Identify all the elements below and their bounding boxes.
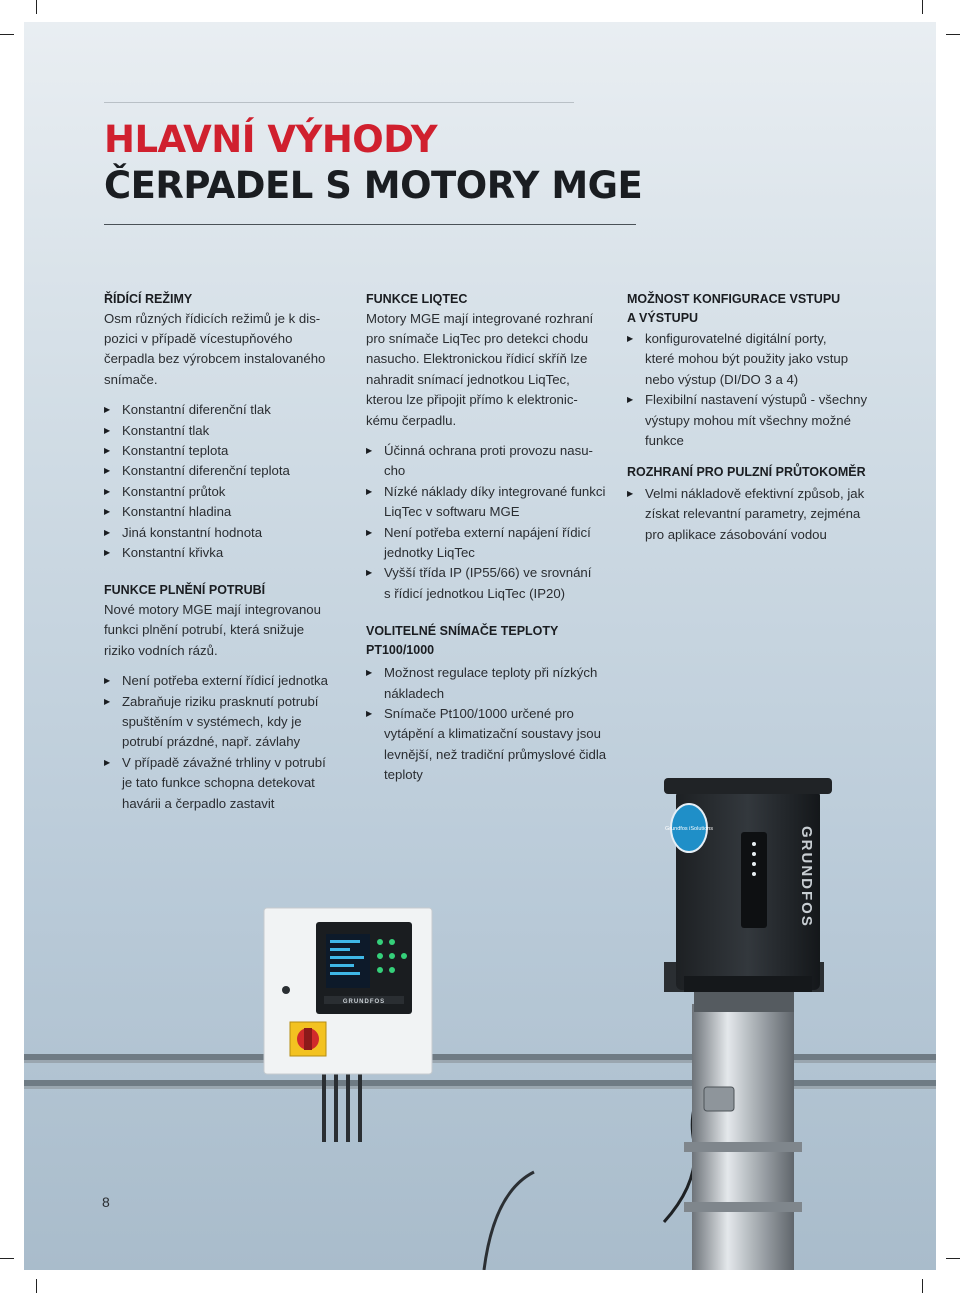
text-line: vytápění a klimatizační soustavy jsou <box>384 726 601 742</box>
text-line: funkce <box>645 433 684 449</box>
section-title: FUNKCE PLNĚNÍ POTRUBÍ <box>104 583 266 598</box>
section-title: ŘÍDÍCÍ REŽIMY <box>104 292 193 306</box>
list-item: ▶ Konstantní diferenční teplota <box>104 461 344 481</box>
crop-mark <box>946 34 960 35</box>
text-line: cho <box>384 463 406 479</box>
text-line: ▶ Snímače Pt100/1000 určené pro <box>384 706 574 721</box>
text-line: havárii a čerpadlo zastavit <box>122 795 275 811</box>
list-item <box>366 704 616 786</box>
cabinet-brand-logo: GRUNDFOS <box>342 999 386 1005</box>
list-item <box>104 671 344 691</box>
text-line: výstupy mohou mít všechny možné <box>645 412 851 428</box>
list-item: ▶ Konstantní hladina <box>104 502 344 522</box>
text-line: nákladech <box>384 685 445 701</box>
text-line: nebo výstup (DI/DO 3 a 4) <box>645 371 799 387</box>
text-line: s řídicí jednotkou LiqTec (IP20) <box>384 585 566 601</box>
list-item <box>627 329 877 390</box>
paragraph <box>104 600 344 661</box>
section <box>627 463 877 545</box>
crop-mark <box>922 0 923 14</box>
motor-brand-logo: GRUNDFOS <box>798 826 815 928</box>
brochure-page <box>24 22 936 1270</box>
text-line: pro aplikace zásobování vodou <box>645 526 827 542</box>
text-line: čerpadla bez výrobcem instalovaného <box>104 351 326 367</box>
column-3 <box>627 290 877 545</box>
text-line: snímače. <box>104 371 158 387</box>
bullet-list <box>627 484 877 545</box>
text-line: jednotky LiqTec <box>384 544 475 560</box>
text-line: ▶ Zabraňuje riziku prasknutí potrubí <box>122 693 319 709</box>
list-item <box>366 563 616 604</box>
list-item <box>627 390 877 451</box>
list-item <box>104 753 344 814</box>
text-line: získat relevantní parametry, zejména <box>645 506 861 522</box>
title-line2: ČERPADEL S MOTORY MGE <box>104 164 643 207</box>
bullet-list <box>366 663 616 785</box>
list-item <box>366 482 616 523</box>
crop-mark <box>0 1258 14 1259</box>
text-line: ▶ Flexibilní nastavení výstupů - všechny <box>645 392 868 408</box>
text-line: funkci plnění potrubí, která snižuje <box>104 622 305 638</box>
list-item: ▶ Konstantní diferenční tlak <box>104 400 344 420</box>
control-cabinet <box>264 908 432 1074</box>
crop-mark <box>946 1258 960 1259</box>
list-item: ▶ Konstantní tlak <box>104 421 344 441</box>
text-line: MOŽNOST KONFIGURACE VSTUPU <box>627 292 841 306</box>
text-line: ▶ V případě závažné trhliny v potrubí <box>122 754 326 770</box>
section-title <box>366 622 616 659</box>
text-line: ▶ Není potřeba externí napájení řídicí <box>384 524 591 540</box>
text-line: riziko vodních rázů. <box>104 642 218 658</box>
bullet-list <box>104 400 344 563</box>
text-line: nahradit snímací jednotkou LiqTec, <box>366 371 570 387</box>
badge-text: Grundfos iSolutions <box>665 826 713 832</box>
page-number: 8 <box>102 1194 110 1210</box>
list-item: ▶ Konstantní křivka <box>104 543 344 563</box>
section <box>104 581 344 814</box>
text-line: je tato funkce schopna detekovat <box>122 775 315 791</box>
text-line: VOLITELNÉ SNÍMAČE TEPLOTY <box>366 624 559 639</box>
paragraph <box>104 309 344 391</box>
text-line: Není potřeba externí řídicí jednotka <box>122 673 328 689</box>
section-title: FUNKCE LIQTEC <box>366 292 468 306</box>
text-line: pozici v případě vícestupňového <box>104 330 293 346</box>
section <box>366 622 616 785</box>
crop-mark <box>922 1279 923 1293</box>
text-line: nasucho. Elektronickou řídicí skříň lze <box>366 351 588 367</box>
text-line: Nové motory MGE mají integrovanou <box>104 601 321 617</box>
list-item <box>366 663 616 704</box>
text-line: pro snímače LiqTec pro detekci chodu <box>366 330 589 346</box>
text-line: kterou lze připojit přímo k elektronic- <box>366 392 578 408</box>
paragraph <box>366 309 616 431</box>
text-line: ▶ Účinná ochrana proti provozu nasu- <box>384 442 593 458</box>
bullet-list <box>366 441 616 604</box>
text-line: PT100/1000 <box>366 642 435 657</box>
text-line: ▶ Možnost regulace teploty při nízkých <box>384 665 598 681</box>
text-line: Osm různých řídicích režimů je k dis- <box>104 310 321 326</box>
text-line: ▶ Velmi nákladově efektivní způsob, jak <box>645 485 865 501</box>
section-title: ROZHRANÍ PRO PULZNÍ PRŮTOKOMĚR <box>627 465 866 480</box>
crop-mark <box>36 1279 37 1293</box>
bullet-list <box>104 671 344 814</box>
text-line: kému čerpadlu. <box>366 412 457 428</box>
list-item <box>104 692 344 753</box>
text-line: spuštěním v systémech, kdy je <box>122 713 302 729</box>
list-item: ▶ Jiná konstantní hodnota <box>104 523 344 543</box>
text-line: LiqTec v softwaru MGE <box>384 504 520 520</box>
list-item: ▶ Konstantní teplota <box>104 441 344 461</box>
list-item <box>366 523 616 564</box>
text-line: ▶ Vyšší třída IP (IP55/66) ve srovnání <box>384 565 592 581</box>
text-line: teploty <box>384 767 423 783</box>
list-item: ▶ Konstantní průtok <box>104 482 344 502</box>
crop-mark <box>36 0 37 14</box>
text-line: potrubí prázdné, např. závlahy <box>122 734 301 750</box>
text-line: které mohou být použity jako vstup <box>645 351 849 367</box>
title-line1: HLAVNÍ VÝHODY <box>104 118 438 161</box>
text-line: ▶ konfigurovatelné digitální porty, <box>645 331 827 346</box>
crop-mark <box>0 34 14 35</box>
pump <box>484 778 832 1270</box>
text-line: levnější, než tradiční průmyslové čidla <box>384 746 607 762</box>
text-line: ▶ Nízké náklady díky integrované funkci <box>384 483 606 499</box>
list-item <box>627 484 877 545</box>
section-title <box>627 290 877 327</box>
text-line: A VÝSTUPU <box>627 310 699 325</box>
bullet-list <box>627 329 877 451</box>
cable-tray <box>24 1054 936 1089</box>
column-1 <box>104 290 344 814</box>
column-2 <box>366 290 616 786</box>
text-line: Motory MGE mají integrované rozhraní <box>366 310 594 326</box>
list-item <box>366 441 616 482</box>
